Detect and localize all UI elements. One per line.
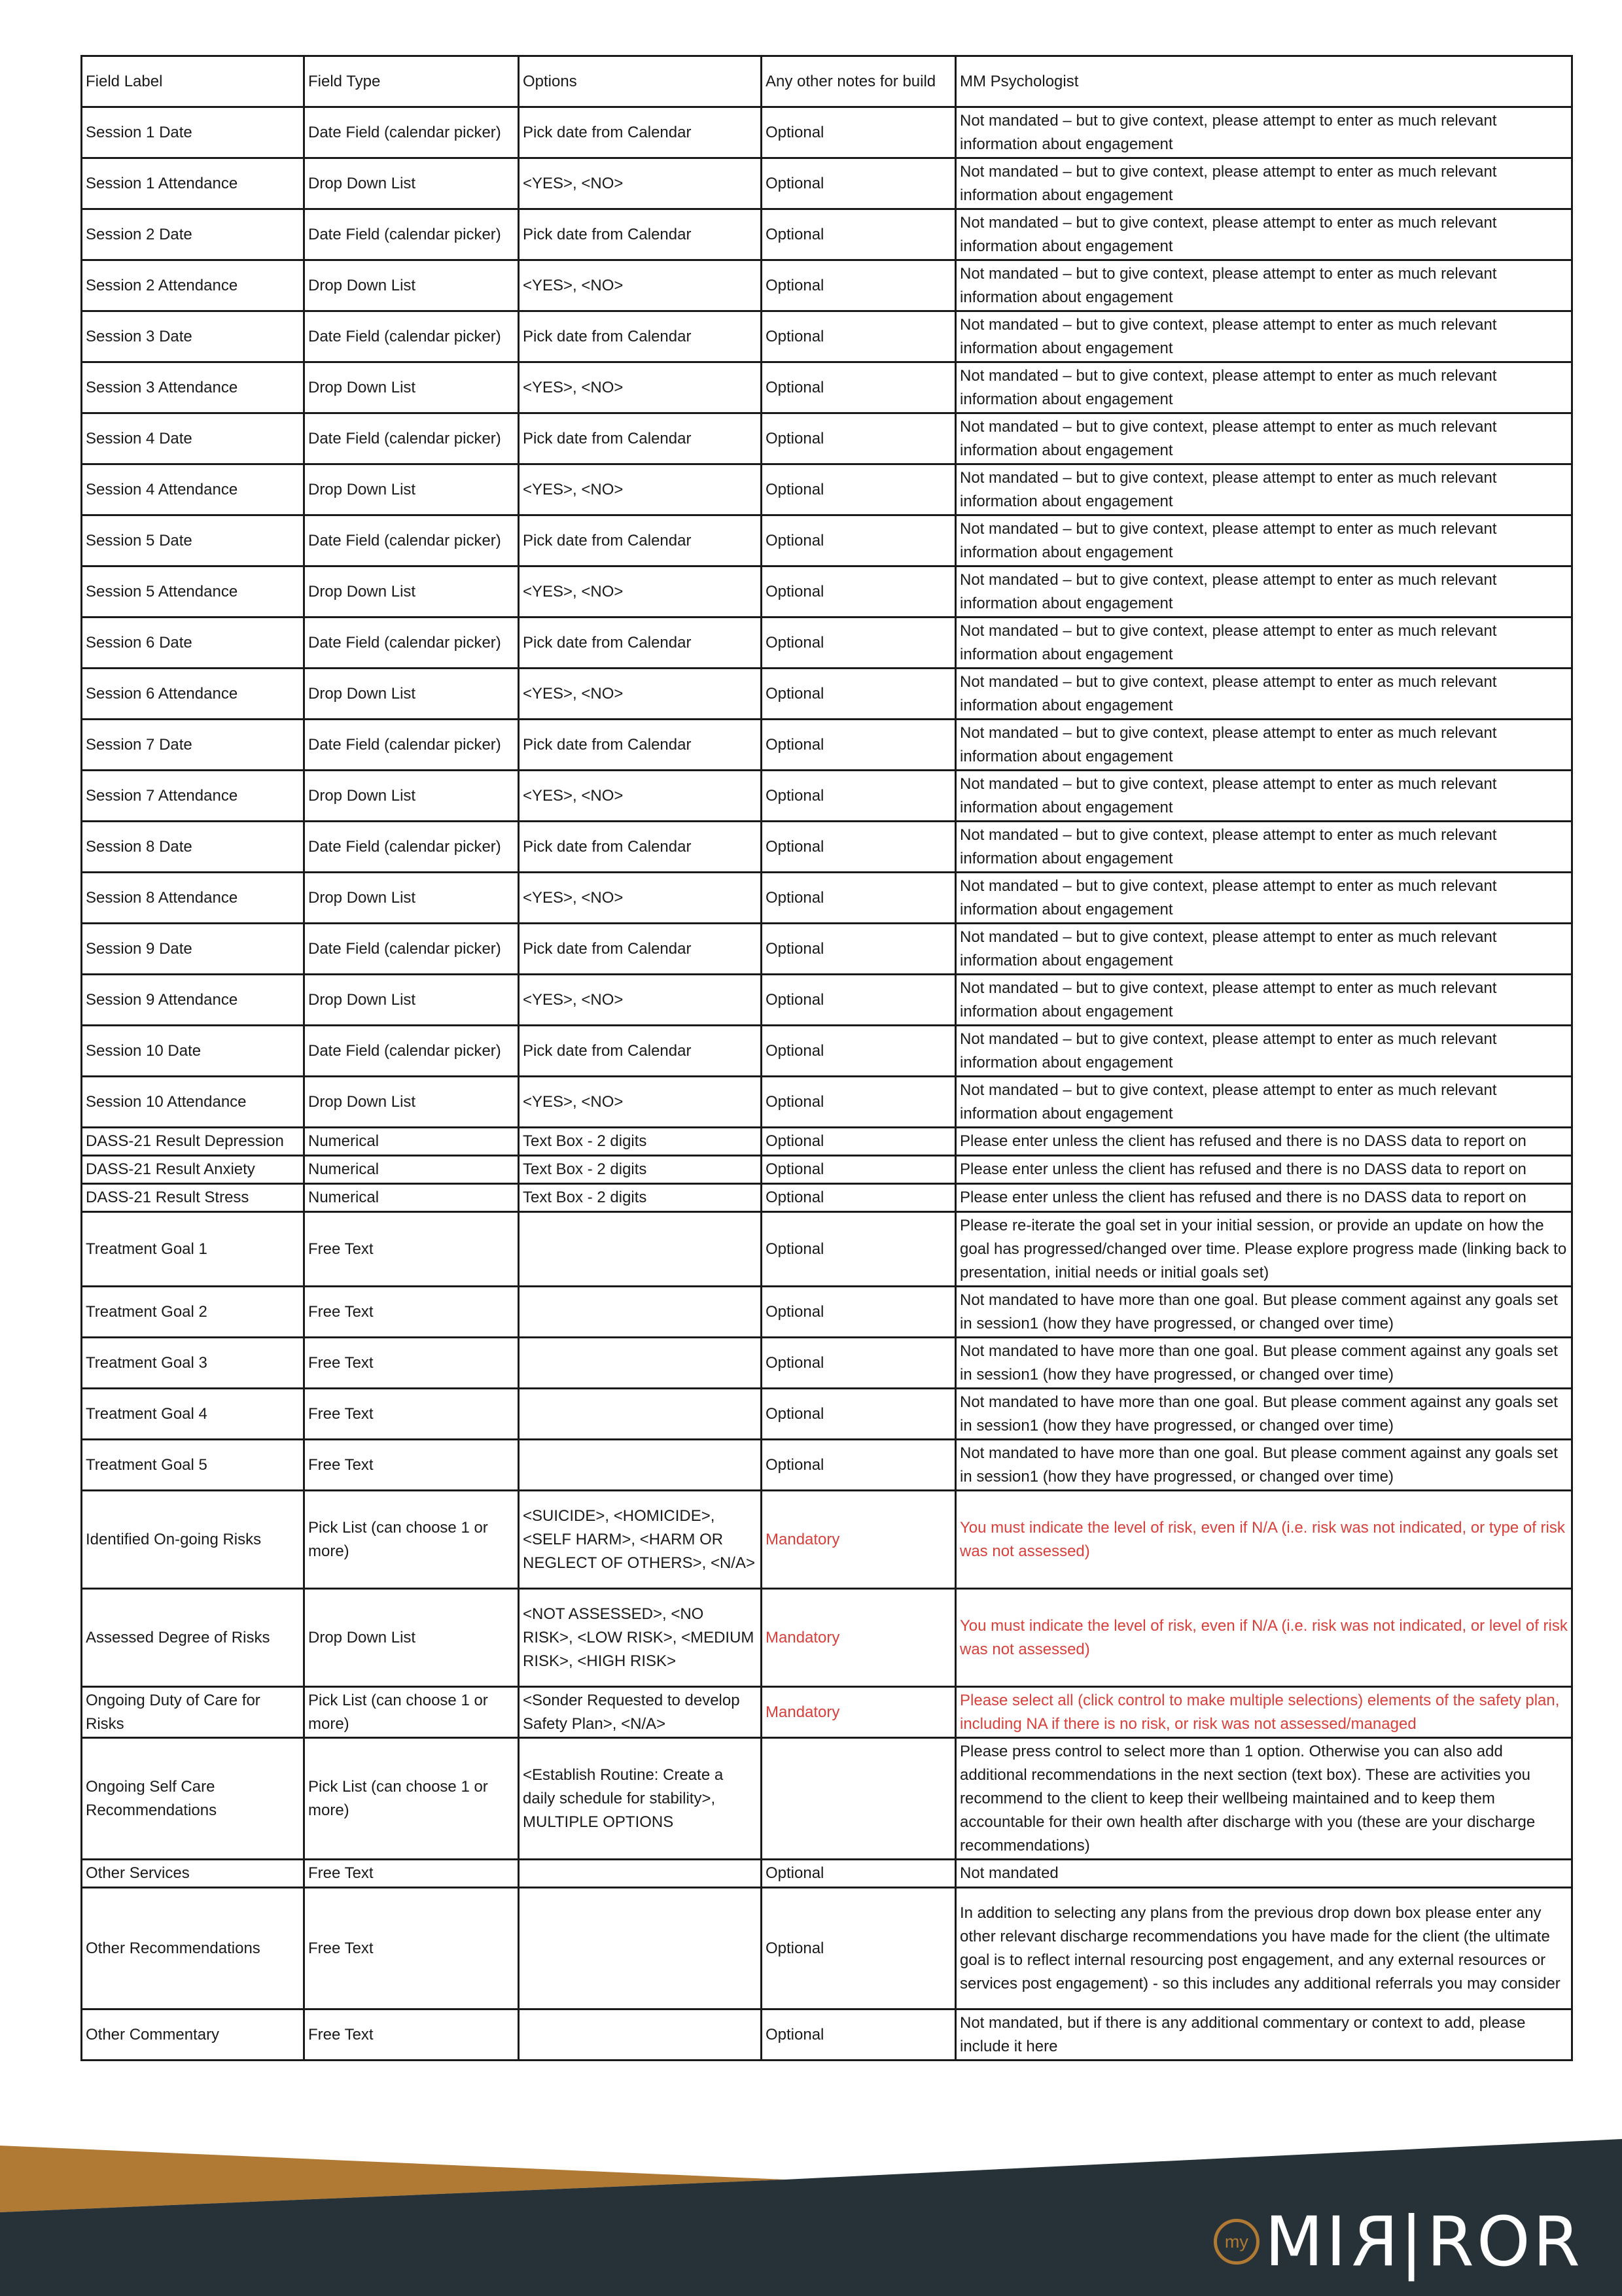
build-notes-cell: Optional	[762, 209, 956, 260]
field-type-cell: Drop Down List	[304, 362, 519, 413]
mm-psychologist-cell: Please enter unless the client has refused and there is no DASS data to report on	[956, 1184, 1572, 1212]
build-notes-cell: Optional	[762, 464, 956, 515]
options-cell	[519, 1860, 762, 1888]
build-notes-cell: Optional	[762, 260, 956, 311]
build-notes-cell	[762, 1738, 956, 1860]
field-label-cell: Treatment Goal 1	[82, 1212, 304, 1287]
table-row	[82, 720, 1572, 771]
field-label-cell: Session 4 Date	[82, 413, 304, 464]
table-row	[82, 1212, 1572, 1287]
field-label-cell: Session 7 Attendance	[82, 771, 304, 822]
table-row	[82, 669, 1572, 720]
field-type-cell: Pick List (can choose 1 or more)	[304, 1738, 519, 1860]
table-row	[82, 464, 1572, 515]
build-spec-table	[80, 55, 1573, 2061]
table-row	[82, 2009, 1572, 2061]
mm-psychologist-cell: Not mandated – but to give context, please attempt to enter as much relevant information about engagement	[956, 720, 1572, 771]
build-notes-cell: Optional	[762, 1389, 956, 1440]
mm-psychologist-cell: Not mandated – but to give context, please attempt to enter as much relevant information about engagement	[956, 566, 1572, 617]
build-notes-cell: Optional	[762, 1156, 956, 1184]
build-notes-cell: Optional	[762, 617, 956, 669]
table-row	[82, 1440, 1572, 1491]
options-cell	[519, 1440, 762, 1491]
options-cell: <YES>, <NO>	[519, 362, 762, 413]
table-row	[82, 924, 1572, 975]
table-row	[82, 1156, 1572, 1184]
options-cell: <YES>, <NO>	[519, 771, 762, 822]
options-cell: <NOT ASSESSED>, <NO RISK>, <LOW RISK>, <MEDIUM RISK>, <HIGH RISK>	[519, 1589, 762, 1687]
options-cell: <YES>, <NO>	[519, 669, 762, 720]
field-type-cell: Date Field (calendar picker)	[304, 209, 519, 260]
table-body	[82, 56, 1572, 2061]
field-type-cell: Drop Down List	[304, 873, 519, 924]
field-type-cell: Date Field (calendar picker)	[304, 413, 519, 464]
field-label-cell: Session 9 Attendance	[82, 975, 304, 1026]
table-row	[82, 209, 1572, 260]
options-cell: <YES>, <NO>	[519, 260, 762, 311]
options-cell: <YES>, <NO>	[519, 464, 762, 515]
build-notes-cell: Optional	[762, 362, 956, 413]
build-notes-cell: Optional	[762, 1440, 956, 1491]
field-type-cell: Free Text	[304, 1338, 519, 1389]
build-notes-cell: Mandatory	[762, 1687, 956, 1738]
field-type-cell: Free Text	[304, 2009, 519, 2061]
options-cell: <YES>, <NO>	[519, 1077, 762, 1128]
mm-psychologist-cell: Please re-iterate the goal set in your initial session, or provide an update on how the goal has progressed/changed over time. Please explore progress made (linking back to presentation, initial needs or initial goals set)	[956, 1212, 1572, 1287]
mm-psychologist-cell: Not mandated – but to give context, please attempt to enter as much relevant information about engagement	[956, 1026, 1572, 1077]
field-label-cell: Treatment Goal 4	[82, 1389, 304, 1440]
mm-psychologist-cell: Not mandated – but to give context, please attempt to enter as much relevant information about engagement	[956, 311, 1572, 362]
build-notes-cell: Optional	[762, 2009, 956, 2061]
field-label-cell: Session 10 Date	[82, 1026, 304, 1077]
build-notes-cell: Optional	[762, 1287, 956, 1338]
field-label-cell: Other Commentary	[82, 2009, 304, 2061]
table-row	[82, 566, 1572, 617]
field-label-cell: Session 6 Date	[82, 617, 304, 669]
options-cell: Pick date from Calendar	[519, 209, 762, 260]
options-cell: <YES>, <NO>	[519, 873, 762, 924]
build-notes-cell: Optional	[762, 873, 956, 924]
field-label-cell: Session 9 Date	[82, 924, 304, 975]
field-label-cell: Session 8 Attendance	[82, 873, 304, 924]
logo-wordmark	[1264, 2202, 1583, 2282]
mm-psychologist-cell: Not mandated to have more than one goal. But please comment against any goals set in session1 (how they have progressed, or changed over time)	[956, 1440, 1572, 1491]
field-label-cell: Session 3 Attendance	[82, 362, 304, 413]
field-type-cell: Drop Down List	[304, 975, 519, 1026]
options-cell	[519, 1212, 762, 1287]
table-row	[82, 1184, 1572, 1212]
options-cell: Pick date from Calendar	[519, 515, 762, 566]
table-row	[82, 1687, 1572, 1738]
mm-psychologist-cell: Please enter unless the client has refused and there is no DASS data to report on	[956, 1128, 1572, 1156]
options-cell: <Sonder Requested to develop Safety Plan>, <N/A>	[519, 1687, 762, 1738]
header-row	[82, 56, 1572, 107]
field-label-cell: Session 6 Attendance	[82, 669, 304, 720]
field-label-cell: Assessed Degree of Risks	[82, 1589, 304, 1687]
logo-prefix: my	[1224, 2231, 1248, 2252]
options-cell: <YES>, <NO>	[519, 158, 762, 209]
table-row	[82, 1077, 1572, 1128]
mm-psychologist-cell: Not mandated – but to give context, please attempt to enter as much relevant information about engagement	[956, 822, 1572, 873]
field-type-cell: Date Field (calendar picker)	[304, 720, 519, 771]
field-label-cell: Other Services	[82, 1860, 304, 1888]
table-row	[82, 1589, 1572, 1687]
field-label-cell: Identified On-going Risks	[82, 1491, 304, 1589]
field-label-cell: DASS-21 Result Anxiety	[82, 1156, 304, 1184]
build-notes-cell: Optional	[762, 413, 956, 464]
table-row	[82, 311, 1572, 362]
field-label-cell: Treatment Goal 5	[82, 1440, 304, 1491]
build-notes-cell: Optional	[762, 311, 956, 362]
mm-psychologist-cell: Not mandated – but to give context, please attempt to enter as much relevant information about engagement	[956, 924, 1572, 975]
mm-psychologist-cell: Not mandated – but to give context, please attempt to enter as much relevant information about engagement	[956, 464, 1572, 515]
table-row	[82, 260, 1572, 311]
field-label-cell: Treatment Goal 2	[82, 1287, 304, 1338]
table-row	[82, 771, 1572, 822]
build-notes-cell: Optional	[762, 1212, 956, 1287]
build-notes-cell: Optional	[762, 669, 956, 720]
mm-psychologist-cell: Not mandated – but to give context, please attempt to enter as much relevant information about engagement	[956, 975, 1572, 1026]
build-notes-cell: Optional	[762, 107, 956, 158]
table-row	[82, 1389, 1572, 1440]
field-type-cell: Date Field (calendar picker)	[304, 107, 519, 158]
field-label-cell: Session 7 Date	[82, 720, 304, 771]
mm-psychologist-cell: Please press control to select more than 1 option. Otherwise you can also add additional recommendations in the next section (text box). These are activities you recommend to the client to keep their wellbeing maintained and to keep them accountable for their own health after discharge with you (these are your discharge recommendations)	[956, 1738, 1572, 1860]
mm-psychologist-cell: Not mandated – but to give context, please attempt to enter as much relevant information about engagement	[956, 260, 1572, 311]
field-label-cell: DASS-21 Result Stress	[82, 1184, 304, 1212]
table-row	[82, 1888, 1572, 2009]
field-type-cell: Numerical	[304, 1156, 519, 1184]
field-label-cell: Other Recommendations	[82, 1888, 304, 2009]
field-type-cell: Drop Down List	[304, 464, 519, 515]
mm-psychologist-cell: Not mandated to have more than one goal. But please comment against any goals set in session1 (how they have progressed, or changed over time)	[956, 1389, 1572, 1440]
build-notes-cell: Optional	[762, 822, 956, 873]
mm-psychologist-cell: Not mandated	[956, 1860, 1572, 1888]
field-label-cell: Session 1 Attendance	[82, 158, 304, 209]
field-type-cell: Date Field (calendar picker)	[304, 311, 519, 362]
field-type-cell: Drop Down List	[304, 1589, 519, 1687]
field-type-cell: Date Field (calendar picker)	[304, 822, 519, 873]
mm-psychologist-cell: In addition to selecting any plans from the previous drop down box please enter any other relevant discharge recommendations you have made for the client (the ultimate goal is to reflect internal resourcing post engagement, and any external resources or services post engagement) - so this includes any additional referrals you may consider	[956, 1888, 1572, 2009]
header-field-type: Field Type	[304, 56, 519, 107]
build-notes-cell: Mandatory	[762, 1589, 956, 1687]
options-cell	[519, 1287, 762, 1338]
mm-psychologist-cell: Not mandated – but to give context, please attempt to enter as much relevant information about engagement	[956, 209, 1572, 260]
field-label-cell: Session 5 Attendance	[82, 566, 304, 617]
header-build-notes: Any other notes for build	[762, 56, 956, 107]
options-cell: Text Box - 2 digits	[519, 1184, 762, 1212]
build-notes-cell: Optional	[762, 1077, 956, 1128]
options-cell: <YES>, <NO>	[519, 566, 762, 617]
field-type-cell: Drop Down List	[304, 566, 519, 617]
field-type-cell: Numerical	[304, 1184, 519, 1212]
options-cell: <SUICIDE>, <HOMICIDE>, <SELF HARM>, <HARM OR NEGLECT OF OTHERS>, <N/A>	[519, 1491, 762, 1589]
field-type-cell: Pick List (can choose 1 or more)	[304, 1687, 519, 1738]
header-field-label: Field Label	[82, 56, 304, 107]
field-label-cell: Session 4 Attendance	[82, 464, 304, 515]
field-type-cell: Date Field (calendar picker)	[304, 1026, 519, 1077]
table-row	[82, 1738, 1572, 1860]
header-mm-psychologist: MM Psychologist	[956, 56, 1572, 107]
field-label-cell: Treatment Goal 3	[82, 1338, 304, 1389]
build-notes-cell: Optional	[762, 720, 956, 771]
table-row	[82, 617, 1572, 669]
table-row	[82, 1491, 1572, 1589]
options-cell	[519, 2009, 762, 2061]
table-row	[82, 1338, 1572, 1389]
field-label-cell: Session 10 Attendance	[82, 1077, 304, 1128]
mm-psychologist-cell: Not mandated to have more than one goal. But please comment against any goals set in session1 (how they have progressed, or changed over time)	[956, 1338, 1572, 1389]
mm-psychologist-cell: Not mandated – but to give context, please attempt to enter as much relevant information about engagement	[956, 669, 1572, 720]
table-row	[82, 873, 1572, 924]
build-notes-cell: Optional	[762, 1888, 956, 2009]
mirror-logo	[1214, 2202, 1583, 2282]
mm-psychologist-cell: Not mandated – but to give context, please attempt to enter as much relevant information about engagement	[956, 771, 1572, 822]
mm-psychologist-cell: Not mandated – but to give context, please attempt to enter as much relevant information about engagement	[956, 413, 1572, 464]
field-type-cell: Date Field (calendar picker)	[304, 515, 519, 566]
options-cell: Pick date from Calendar	[519, 1026, 762, 1077]
table-row	[82, 515, 1572, 566]
mm-psychologist-cell: You must indicate the level of risk, even if N/A (i.e. risk was not indicated, or type of risk was not assessed)	[956, 1491, 1572, 1589]
table-row	[82, 975, 1572, 1026]
options-cell	[519, 1888, 762, 2009]
table-row	[82, 1287, 1572, 1338]
field-type-cell: Drop Down List	[304, 158, 519, 209]
field-label-cell: Session 8 Date	[82, 822, 304, 873]
mm-psychologist-cell: Not mandated to have more than one goal. But please comment against any goals set in session1 (how they have progressed, or changed over time)	[956, 1287, 1572, 1338]
table-row	[82, 1026, 1572, 1077]
field-type-cell: Free Text	[304, 1888, 519, 2009]
field-type-cell: Drop Down List	[304, 669, 519, 720]
options-cell: Pick date from Calendar	[519, 413, 762, 464]
header-options: Options	[519, 56, 762, 107]
table-row	[82, 362, 1572, 413]
logo-wordmark-text: MIR|ROR	[1264, 2202, 1583, 2282]
field-label-cell: Session 1 Date	[82, 107, 304, 158]
field-type-cell: Free Text	[304, 1860, 519, 1888]
field-type-cell: Free Text	[304, 1212, 519, 1287]
build-notes-cell: Optional	[762, 1128, 956, 1156]
build-notes-cell: Optional	[762, 1026, 956, 1077]
field-type-cell: Pick List (can choose 1 or more)	[304, 1491, 519, 1589]
build-notes-cell: Optional	[762, 1338, 956, 1389]
options-cell: Pick date from Calendar	[519, 924, 762, 975]
options-cell: Pick date from Calendar	[519, 107, 762, 158]
field-type-cell: Free Text	[304, 1389, 519, 1440]
field-type-cell: Drop Down List	[304, 771, 519, 822]
build-notes-cell: Optional	[762, 566, 956, 617]
build-notes-cell: Optional	[762, 924, 956, 975]
build-notes-cell: Optional	[762, 1184, 956, 1212]
build-notes-cell: Optional	[762, 158, 956, 209]
options-cell: Pick date from Calendar	[519, 822, 762, 873]
options-cell	[519, 1338, 762, 1389]
field-type-cell: Date Field (calendar picker)	[304, 924, 519, 975]
field-type-cell: Free Text	[304, 1287, 519, 1338]
options-cell	[519, 1389, 762, 1440]
mm-psychologist-cell: Not mandated – but to give context, please attempt to enter as much relevant information about engagement	[956, 362, 1572, 413]
options-cell: Text Box - 2 digits	[519, 1156, 762, 1184]
mm-psychologist-cell: Please enter unless the client has refused and there is no DASS data to report on	[956, 1156, 1572, 1184]
table-row	[82, 1860, 1572, 1888]
options-cell: Pick date from Calendar	[519, 311, 762, 362]
field-type-cell: Drop Down List	[304, 1077, 519, 1128]
mm-psychologist-cell: Not mandated – but to give context, please attempt to enter as much relevant information about engagement	[956, 107, 1572, 158]
table-row	[82, 1128, 1572, 1156]
mm-psychologist-cell: Not mandated – but to give context, please attempt to enter as much relevant information about engagement	[956, 1077, 1572, 1128]
field-type-cell: Date Field (calendar picker)	[304, 617, 519, 669]
table-row	[82, 158, 1572, 209]
build-notes-cell: Optional	[762, 1860, 956, 1888]
build-notes-cell: Optional	[762, 771, 956, 822]
table-row	[82, 107, 1572, 158]
options-cell: Pick date from Calendar	[519, 720, 762, 771]
mm-psychologist-cell: Not mandated – but to give context, please attempt to enter as much relevant information about engagement	[956, 515, 1572, 566]
mm-psychologist-cell: Not mandated – but to give context, please attempt to enter as much relevant information about engagement	[956, 158, 1572, 209]
field-label-cell: Session 2 Attendance	[82, 260, 304, 311]
mm-psychologist-cell: Please select all (click control to make multiple selections) elements of the safety plan, including NA if there is no risk, or risk was not assessed/managed	[956, 1687, 1572, 1738]
options-cell: Text Box - 2 digits	[519, 1128, 762, 1156]
options-cell: <YES>, <NO>	[519, 975, 762, 1026]
mm-psychologist-cell: You must indicate the level of risk, even if N/A (i.e. risk was not indicated, or level of risk was not assessed)	[956, 1589, 1572, 1687]
field-label-cell: Ongoing Duty of Care for Risks	[82, 1687, 304, 1738]
build-notes-cell: Optional	[762, 975, 956, 1026]
field-type-cell: Free Text	[304, 1440, 519, 1491]
table-row	[82, 413, 1572, 464]
mm-psychologist-cell: Not mandated – but to give context, please attempt to enter as much relevant information about engagement	[956, 873, 1572, 924]
field-label-cell: Session 5 Date	[82, 515, 304, 566]
table-row	[82, 822, 1572, 873]
build-notes-cell: Mandatory	[762, 1491, 956, 1589]
field-label-cell: Session 3 Date	[82, 311, 304, 362]
field-label-cell: Ongoing Self Care Recommendations	[82, 1738, 304, 1860]
field-type-cell: Numerical	[304, 1128, 519, 1156]
options-cell: <Establish Routine: Create a daily schedule for stability>, MULTIPLE OPTIONS	[519, 1738, 762, 1860]
field-label-cell: Session 2 Date	[82, 209, 304, 260]
mm-psychologist-cell: Not mandated, but if there is any additional commentary or context to add, please include it here	[956, 2009, 1572, 2061]
field-label-cell: DASS-21 Result Depression	[82, 1128, 304, 1156]
options-cell: Pick date from Calendar	[519, 617, 762, 669]
build-notes-cell: Optional	[762, 515, 956, 566]
mm-psychologist-cell: Not mandated – but to give context, please attempt to enter as much relevant information about engagement	[956, 617, 1572, 669]
field-type-cell: Drop Down List	[304, 260, 519, 311]
logo-my-circle-icon	[1214, 2219, 1260, 2265]
